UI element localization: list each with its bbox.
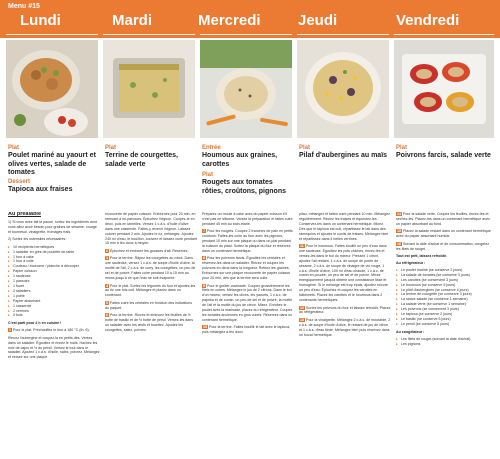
- list-item: ▸ La salade de tomates (se conserve 3 jours): [396, 273, 494, 278]
- step-text: Faites cuire les céréales en fonction des indications du paquet.: [105, 300, 193, 310]
- step-number: 16: [397, 241, 401, 246]
- step-text: Épluchez et émincez les gousses d'ail. Réservez.: [110, 248, 189, 253]
- list-item: ▸ 2 verrines: [8, 309, 100, 314]
- list-item: ▸ 2 saladiers: [8, 289, 100, 294]
- day-rule: [103, 34, 195, 35]
- step: [396, 242, 494, 252]
- step: [105, 249, 197, 254]
- step-number: 1: [9, 328, 11, 333]
- step-text: Pour la salade verte. Coupez les feuilles, rincez-les et séchez-les. Placez-les dans un contenant hermétique avec un papier absorbant au fond.: [396, 212, 490, 226]
- step-text: Placez la salade restant dans un contenant hermétique avec du papier absorbant humide.: [396, 229, 491, 239]
- step-number: 14: [397, 212, 401, 216]
- step: [8, 328, 100, 333]
- heading-au-prealable: Au préalable: [8, 212, 42, 217]
- subheading: C'est parti pour 2 h en cuisine !: [8, 321, 62, 326]
- menu-header: [0, 0, 500, 38]
- list-item: ▸ La terrine de courgette (se conserve 3 jours): [396, 292, 494, 297]
- dish-name: Poulet mariné au yaourt et olives vertes, salade de tomates: [8, 152, 96, 176]
- list-item: ▸ 1 sauteuse: [8, 274, 100, 279]
- list-item: ▸ 3 bols: [8, 313, 100, 318]
- step-text: Pour le goûter-marinade. Coupez grossièrement les filets en cubes. Mélangez le jus de 2 citrons. Dans le bol d'un mixeur, versez les olives, les yaourts, 1 c.à.c. de paprika et de cumin, un peu de sel et de poivre, la moitié de l'ail et la moitié du jus de citron. Mixez. Enrobez le poulet avec la marinade, placez au réfrigérateur. Coupez les tomates anciennes en gros cubes. Réservez dans un contenant hermétique.: [202, 283, 293, 322]
- step-number: 6: [106, 313, 108, 318]
- step-number: 4: [106, 283, 108, 288]
- step: [105, 256, 197, 281]
- subheading: Au congélateur :: [396, 329, 425, 334]
- step-text: Pour la terrine. Râpez les courgettes au robot. Dans une sauteuse, versez 1 c.à.s. de soupe d'huile d'olive, la moitié de l'ail, 2 c.à.s. de curry, les courgettes, un peu de sel et de poivre. Faites cuire pendant 10 à 15 min au moins jusqu'à ce que l'eau se soit évaporée.: [105, 256, 196, 281]
- utensil-list: [8, 245, 100, 319]
- list-item: ▸ Papier absorbant: [8, 299, 100, 304]
- menu-title: Menu #15: [8, 3, 40, 10]
- step: [299, 244, 391, 303]
- step: [105, 301, 197, 311]
- list-item: ▸ La sauce salade (se conserve 1 semaine): [396, 297, 494, 302]
- step: [202, 325, 294, 335]
- step: [299, 306, 391, 316]
- photo-pilaf: [297, 40, 389, 138]
- step-text: Pour la vinaigrette. Mélangez 2 c.à.s. de moutarde, 2 c.à.s. de soupe d'huile d'olive, le restant de jus de citron et 1 c.à.s. d'eau tiède. Mélangez bien puis réservez dans un bocal hermétique.: [299, 317, 391, 337]
- step-text: Pour la terrine. Rincez et émincez les feuilles de ½ botte de basilic et de ½ botte de persil. Versez-les dans un saladier avec les œufs et fouettez. Ajoutez les courgettes, salez, poivrez.: [105, 313, 194, 332]
- dish-label: Entrée: [202, 145, 221, 151]
- step-number: 11: [300, 244, 304, 249]
- list-item: ▸ 1 saladier en grès de poulette de table: [8, 250, 100, 255]
- paragraph: recouverte de papier cuisson. Enfournez pour 20 min, en remuant à mi-parcours. Épluchez l'oignon. Coupez-le en deux, puis en lamelles. Versez 1 c.à.s. d'huile d'olive dans une casserole. Faites-y revenir l'oignon. Laissez colorer pendant 2 min. Ajoutez le riz, mélangez. Ajoutez 240 ml d'eau, le bouillon, couvrez et laissez cuire pendant 15 min à feu doux à moyen.: [105, 212, 197, 246]
- list-item: ▸ Papier cuisson: [8, 269, 100, 274]
- list-item: ▸ La salade verte (se conserve 1 semaine): [396, 302, 494, 307]
- list-item: ▸ Le pilaf d'aubergines (se conserve 4 jours): [396, 288, 494, 293]
- dish-label: Plat: [8, 145, 20, 151]
- list-item: ▸ 1 fouet: [8, 284, 100, 289]
- step-number: 10: [203, 325, 207, 330]
- photo-houmous: [200, 40, 292, 138]
- dish-name: Poivrons farcis, salade verte: [396, 152, 491, 159]
- step-number: 12: [300, 305, 304, 310]
- list-item: ▸ 1 passoire: [8, 279, 100, 284]
- day-rule: [297, 34, 389, 35]
- step-text: Pour les rougets. Coupez 2 tranches de pain en petits croûtons. Faites-les cuire au four avec les pignons, pendant 10 min sur une plaque ou dans un plat pendant la cuisson du plaid. Sortez la plaque du four et réservez dans un contenant hermétique.: [202, 229, 293, 253]
- step-text: Pour le houmous. Faites bouillir un peu d'eau dans une sauteuse. Égouttez les pois chiches, rincez-les et versez-les dans le bol du mixeur. Pressez 1 citron, ajoutez l'ail restant, 1 c.à.s. de soupe de purée de sésame, 2 c.à.s. de soupe de vinaigre de vin rouge, 1 c.à.s. d'huile d'olive, 100 ml d'eau chaude, 1 c.à.c. de cumin en poudre, un peu de sel et de poivre. Mixez énergiquement jusqu'à obtenir une consistance lisse et homogène. Si le mélange est trop épais, ajoutez encore un peu d'eau. Épluchez et coupez les carottes en bâtonnets. Placez les carottes et le houmous dans 2 contenants hermétiques.: [299, 244, 388, 302]
- list-item: ▸ Couteau / économe / planche à découper: [8, 264, 100, 269]
- paragraph: Préparez un moule à cake avec du papier cuisson s'il n'est pas en silicone. Versez la préparation et faites cuire pendant 45 min au bain-marie.: [202, 212, 293, 226]
- instructions-col-3: [202, 212, 294, 456]
- day-lundi: Lundi: [20, 12, 61, 29]
- step: [396, 212, 494, 227]
- day-vendredi: Vendredi: [396, 12, 460, 29]
- instructions-col-5: [396, 212, 494, 456]
- step: [105, 313, 197, 333]
- list-item: ▸ 1 casserole: [8, 304, 100, 309]
- day-mercredi: Mercredi: [198, 12, 261, 29]
- list-item: ▸ Les pignons: [396, 342, 494, 347]
- step: [202, 284, 294, 323]
- photo-terrine: [103, 40, 195, 138]
- day-rule: [394, 34, 494, 35]
- dish-label: Dessert: [8, 179, 31, 185]
- step: [202, 229, 294, 254]
- step-text: Pour le plat. Préchauffez le four à 180 °C (th. 6).: [13, 328, 90, 333]
- list-item: ▸ Les poivrons (se conservent 3 jours): [396, 307, 494, 312]
- instructions-col-4: [299, 212, 391, 456]
- list-item: ▸ Le persil (se conserve 5 jours): [396, 322, 494, 327]
- list-item: ▸ Le basilic (se conserve 5 jours): [396, 317, 494, 322]
- photo-poivrons: [394, 40, 494, 138]
- list-item: ▸ 1 poële: [8, 294, 100, 299]
- step-number: 3: [106, 256, 108, 261]
- fridge-list: [396, 268, 494, 327]
- step-number: 9: [203, 283, 205, 288]
- list-item: ▸ Les filets de rouget (suivant la date d'achat): [396, 337, 494, 342]
- list-item: ▸ Le poulet mariné (se conserve 2 jours): [396, 268, 494, 273]
- dish-name: Pilaf d'aubergines au maïs: [299, 152, 388, 159]
- step: [105, 284, 197, 299]
- photo-poulet: [6, 40, 98, 138]
- dish-name: Houmous aux graines, carottes: [202, 152, 278, 168]
- step-number: 13: [300, 317, 304, 322]
- instructions-col-1: [8, 212, 100, 456]
- dish-name: Rougets aux tomates rôties, croûtons, pignons: [202, 179, 287, 195]
- day-rule: [200, 34, 292, 35]
- subheading: Au réfrigérateur :: [396, 261, 426, 266]
- step-text: Sortez les poivrons du four et laissez refroidir. Placez au réfrigérateur.: [299, 305, 391, 315]
- paragraph: Rincez l'aubergine et coupez-la en petits dés. Versez dans un saladier. Égouttez et rincez le maïs. Hachez les noix de cajou et ½ du persil. Versez le tout dans le saladier. Ajoutez 1 c.à.s. d'huile, salez, poivrez. Mélangez et versez sur une plaque: [8, 335, 100, 360]
- subheading: Tout est prêt, laissez refroidir.: [396, 254, 447, 259]
- step: [299, 318, 391, 338]
- step-text: Pour le plat. Sortez les légumes du four et ajoutez-les au riz une fois cuit. Mélangez et placez dans un contenant.: [105, 283, 196, 298]
- step-text: Pour la terrine. Faites bouillir le lait avec le tapioca, puis mélangez à feu doux: [202, 325, 291, 335]
- dish-label: Plat: [299, 145, 311, 151]
- step-text: Suivant la date d'achat et de consommation, congelez les filets de rouget.: [396, 241, 489, 251]
- day-mardi: Mardi: [112, 12, 153, 29]
- step-number: 2: [106, 248, 108, 253]
- step-number: 8: [203, 256, 205, 261]
- dish-name: Terrine de courgettes, salade verte: [105, 152, 179, 168]
- list-item: ▸ 10 récipients hermétiques: [8, 245, 100, 250]
- day-jeudi: Jeudi: [298, 12, 338, 29]
- step-number: 15: [397, 229, 401, 234]
- step-text: Pour les poivrons farcis. Égouttez les céréales et réservez-les dans un saladier. Rincez et coupez les poivrons en deux dans la longueur. Retirez les graines. Enfournez sur une plaque recouverte de papier cuisson pour 20 min, dès que la terrine sera cuite.: [202, 256, 291, 281]
- paragraph: 2) Sortez les ustensiles nécessaires :: [8, 237, 68, 242]
- list-item: ▸ Les carottes (se conservent 3 jours): [396, 278, 494, 283]
- step-number: 5: [106, 300, 108, 305]
- dish-label: Plat: [105, 145, 117, 151]
- list-item: ▸ 1 four à colle: [8, 259, 100, 264]
- dish-label: Plat: [396, 145, 408, 151]
- dish-name: Tapioca aux fraises: [8, 186, 73, 193]
- step: [396, 229, 494, 239]
- step-number: 7: [203, 229, 205, 234]
- paragraph: pilau, mélangez et faites cuire pendant 10 min. Mélangez régulièrement. Rincez les fraises et équeutez-les. Conservez-les dans un contenant hermétique. Mixez. Dès que le tapioca est cuit, répartissez le lait dans des ramequins et ajoutez le coulis de fraises. Mélangez bien et répartissez dans 4 belles verrines.: [299, 212, 390, 241]
- paragraph: 1) Si vous avez fait la pause, sortez les ingrédients dont vous allez avoir besoin pour graines de sésame, courge et tournesol, vinaigrette, fromages frais.: [8, 219, 97, 234]
- freezer-list: [396, 337, 494, 347]
- dish-label: Plat: [202, 172, 214, 178]
- list-item: ▸ Le houmous (se conserve 5 jours): [396, 283, 494, 288]
- step: [202, 256, 294, 281]
- day-rule: [6, 34, 98, 35]
- list-item: ▸ 1 four à cake: [8, 255, 100, 260]
- list-item: ▸ Le tapioca (se conserve 2 jours): [396, 312, 494, 317]
- instructions-col-2: [105, 212, 197, 456]
